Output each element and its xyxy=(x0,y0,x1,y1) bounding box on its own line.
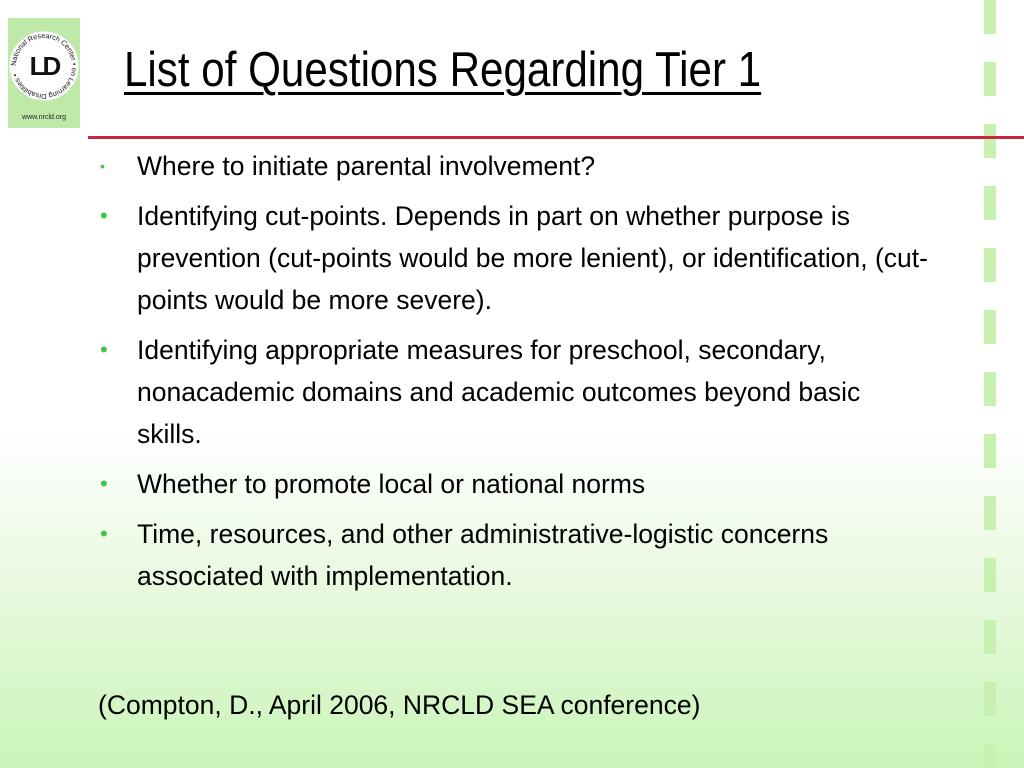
bullet-icon: • xyxy=(100,337,108,362)
bullet-text: Where to initiate parental involvement? xyxy=(137,151,596,181)
bullet-icon: • xyxy=(100,203,108,228)
bullet-item xyxy=(100,329,930,455)
bullet-icon: • xyxy=(100,521,108,546)
logo-ring-text: National Research Center • on Learning Disabilities • xyxy=(8,30,80,102)
bullet-item xyxy=(100,463,930,505)
title-divider xyxy=(88,136,1024,139)
nrcld-logo xyxy=(8,18,80,128)
bullet-text: Time, resources, and other administrative-logistic concerns associated with implementation. xyxy=(137,519,829,591)
bullet-list xyxy=(100,145,930,605)
logo-monogram: LD xyxy=(29,51,59,81)
decorative-stripe xyxy=(984,0,996,768)
bullet-item xyxy=(100,513,930,597)
bullet-text: Identifying cut-points. Depends in part on whether purpose is prevention (cut-points would be more lenient), or identification, (cut-points would be more severe). xyxy=(137,201,928,315)
bullet-icon: • xyxy=(100,158,105,174)
citation: (Compton, D., April 2006, NRCLD SEA conference) xyxy=(98,690,701,720)
bullet-item xyxy=(100,145,930,187)
bullet-text: Whether to promote local or national norms xyxy=(137,469,646,499)
logo-seal xyxy=(8,18,80,114)
bullet-text: Identifying appropriate measures for preschool, secondary, nonacademic domains and academic outcomes beyond basic skills. xyxy=(137,335,861,449)
bullet-item xyxy=(100,195,930,321)
bullet-icon: • xyxy=(100,471,108,496)
logo-url: www.nrcld.org xyxy=(22,114,66,121)
slide-title: List of Questions Regarding Tier 1 xyxy=(124,43,762,97)
